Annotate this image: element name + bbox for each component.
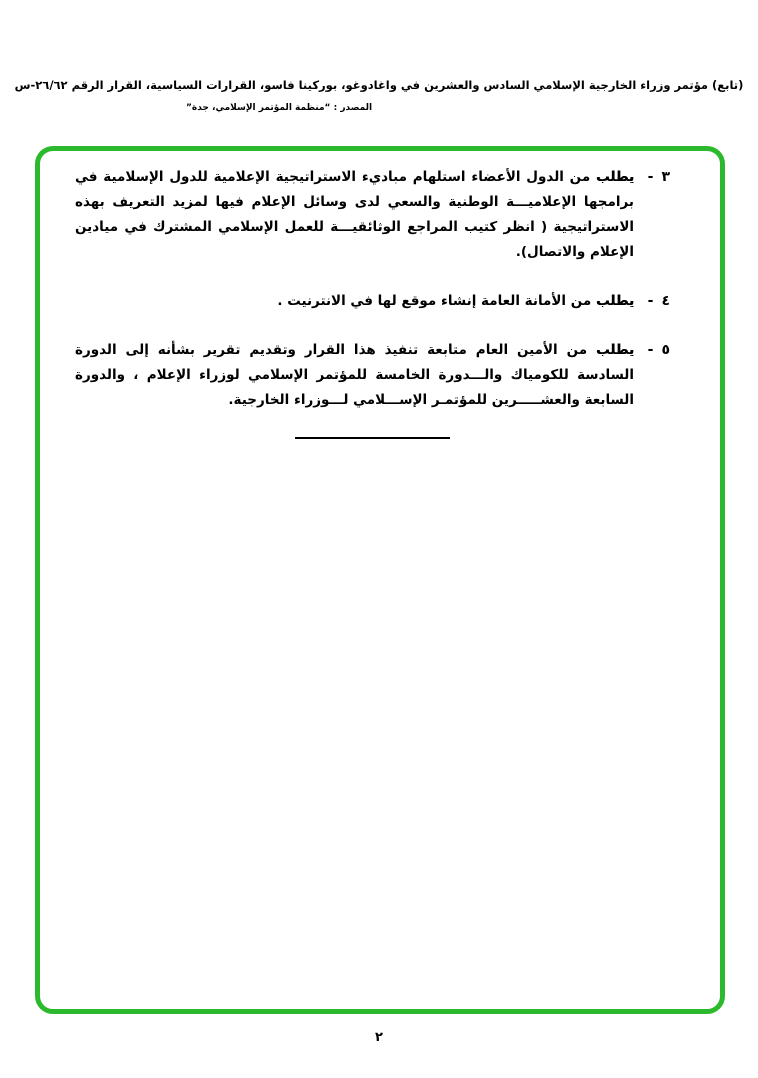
resolution-item <box>75 338 670 413</box>
item-marker <box>644 338 670 413</box>
item-keyword: يطلب <box>595 293 634 309</box>
item-dash: - <box>647 293 654 309</box>
source-line: المصدر : “منظمة المؤتمر الإسلامي، جدة” <box>186 103 373 113</box>
item-text <box>75 289 634 314</box>
item-marker <box>644 165 670 265</box>
item-keyword: يطلب <box>595 169 634 185</box>
item-number: ٥ <box>661 342 670 358</box>
item-number: ٣ <box>661 169 670 185</box>
document-header: (تابع) مؤتمر وزراء الخارجية الإسلامي السادس والعشرين في واغادوغو، بوركينا فاسو، القرارات السياسية، القرار الرقم ٢٦/٦٢-س <box>14 78 744 92</box>
item-text <box>75 338 634 413</box>
item-marker <box>644 289 670 314</box>
item-keyword: يطلب <box>595 342 634 358</box>
page-number: ٢ <box>375 1030 383 1045</box>
resolution-items <box>75 165 670 439</box>
item-body: من الدول الأعضاء استلهام مباديء الاستراتيجية الإعلامية للدول الإسلامية في برامجها الإعلاميـــة الوطنية والسعي لدى وسائل الإعلام فيها لمزيد التعريف بهذه الاستراتيجية ( انظر كتيب المراجع الوثائقيـــة للعمل الإسلامي المشترك في ميادين الإعلام والاتصال). <box>75 169 634 260</box>
item-dash: - <box>647 342 654 358</box>
item-text <box>75 165 634 265</box>
item-body: من الأمين العام متابعة تنفيذ هذا القرار وتقديم تقرير بشأنه إلى الدورة السادسة للكومياك والـــدورة الخامسة للمؤتمر الإسلامي لوزراء الإعلام ، والدورة السابعة والعشـــــرين للمؤتمـر الإســـلامي لـــوزراء الخارجية. <box>75 342 634 408</box>
resolution-item <box>75 165 670 265</box>
item-number: ٤ <box>661 293 670 309</box>
item-dash: - <box>647 169 654 185</box>
section-divider <box>295 437 450 439</box>
item-body: من الأمانة العامة إنشاء موقع لها في الانترنيت . <box>277 293 592 309</box>
resolution-item <box>75 289 670 314</box>
